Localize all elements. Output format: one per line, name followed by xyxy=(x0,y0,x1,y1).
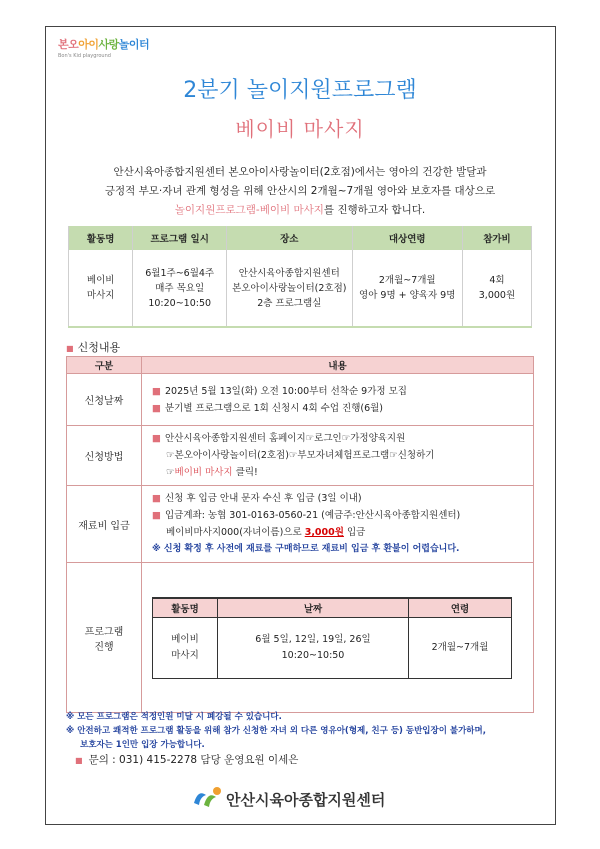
summary-fee: 4회 3,000원 xyxy=(462,250,531,327)
center-logo-icon xyxy=(190,785,224,811)
apply-date-label: 신청날짜 xyxy=(67,374,142,426)
notes xyxy=(66,710,536,752)
program-age: 2개월~7개월 xyxy=(409,617,512,678)
bullet-icon: ■ xyxy=(152,385,161,397)
summary-target: 2개월~7개월 영아 9명 + 양육자 9명 xyxy=(352,250,462,327)
program-dates: 6월 5일, 12일, 19일, 26일 10:20~10:50 xyxy=(218,617,409,678)
contact-info: ■ 문의 : 031) 415-2278 담당 운영요원 이세은 xyxy=(75,754,299,766)
summary-header: 활동명 xyxy=(69,226,133,250)
summary-table xyxy=(68,226,532,328)
bullet-icon: ■ xyxy=(152,510,161,521)
page-subtitle: 베이비 마사지 xyxy=(235,117,365,141)
bullet-icon: ■ xyxy=(152,493,161,504)
bullet-icon: ■ xyxy=(152,433,161,444)
program-header: 활동명 xyxy=(153,598,218,618)
note-line: ※ 모든 프로그램은 적정인원 미달 시 폐강될 수 있습니다. xyxy=(66,712,282,722)
bullet-icon: ■ xyxy=(75,756,83,765)
summary-header: 프로그램 일시 xyxy=(133,226,227,250)
summary-header: 참가비 xyxy=(462,226,531,250)
summary-schedule: 6월1주~6월4주 매주 목요일 10:20~10:50 xyxy=(133,250,227,327)
program-name: 베이비 마사지 xyxy=(153,617,218,678)
apply-fee-label: 재료비 입금 xyxy=(67,486,142,563)
apply-program-content xyxy=(142,563,534,713)
apply-header: 내용 xyxy=(142,357,534,374)
note-line: ※ 안전하고 쾌적한 프로그램 활동을 위해 참가 신청한 자녀 외 다른 영유아(형제, 친구 등) 동반입장이 불가하며, xyxy=(66,726,486,736)
refund-note: ※ 신청 확정 후 사전에 재료를 구매하므로 재료비 입금 후 환불이 어렵습니다. xyxy=(152,544,460,554)
bullet-icon: ■ xyxy=(152,402,161,414)
summary-header: 장소 xyxy=(227,226,353,250)
logo-text: 본오아이사랑놀이터 xyxy=(58,38,150,51)
summary-name: 베이비 마사지 xyxy=(69,250,133,327)
logo xyxy=(58,36,158,62)
apply-method-label: 신청방법 xyxy=(67,426,142,486)
apply-method-content: ■ 안산시육아종합지원센터 홈페이지☞로그인☞가정양육지원 ☞본오아이사랑놀이터(2호점)☞부모자녀체험프로그램☞신청하기 ☞베이비 마사지 클릭! xyxy=(142,426,534,486)
footer-text: 안산시육아종합지원센터 xyxy=(226,791,386,809)
page-title: 2분기 놀이지원프로그램 xyxy=(183,78,417,103)
program-header: 연령 xyxy=(409,598,512,618)
summary-header: 대상연령 xyxy=(352,226,462,250)
intro-text xyxy=(60,163,540,220)
intro-highlight: 놀이지원프로그램-베이비 마사지 xyxy=(174,204,324,216)
section-title: ■ 신청내용 xyxy=(66,341,121,354)
note-line: 보호자는 1인만 입장 가능합니다. xyxy=(80,740,205,750)
summary-place: 안산시육아종합지원센터 본오아이사랑놀이터(2호점) 2층 프로그램실 xyxy=(227,250,353,327)
intro-line-3 xyxy=(60,201,540,220)
bullet-icon: ■ xyxy=(66,344,74,353)
logo-subtext: Bon's Kid playground xyxy=(58,53,111,59)
apply-header: 구분 xyxy=(67,357,142,374)
intro-line-1: 안산시육아종합지원센터 본오아이사랑놀이터(2호점)에서는 영아의 건강한 발달과 xyxy=(113,166,487,178)
apply-fee-content: ■ 신청 후 입금 안내 문자 수신 후 입금 (3일 이내) ■ 입금계좌: 농협 301-0163-0560-21 (예금주:안산시육아종합지원센터) 베이비마사지000(자녀이름)으로 3,000원 입금 ※ 신청 확정 후 사전에 재료를 구매하므로 재료비 입금 후 환불이 어렵습니다. xyxy=(142,486,534,563)
program-header: 날짜 xyxy=(218,598,409,618)
program-table xyxy=(152,597,512,679)
application-table xyxy=(66,356,534,713)
apply-program-label: 프로그램 진행 xyxy=(67,563,142,713)
footer-logo xyxy=(190,785,430,813)
apply-date-content: ■ 2025년 5월 13일(화) 오전 10:00부터 선착순 9가정 모집 ■ 분기별 프로그램으로 1회 신청시 4회 수업 진행(6월) xyxy=(142,374,534,426)
intro-line-2: 긍정적 부모·자녀 관계 형성을 위해 안산시의 2개월~7개월 영아와 보호자를 대상으로 xyxy=(104,185,496,197)
intro-line-3-rest: 를 진행하고자 합니다. xyxy=(323,204,426,216)
